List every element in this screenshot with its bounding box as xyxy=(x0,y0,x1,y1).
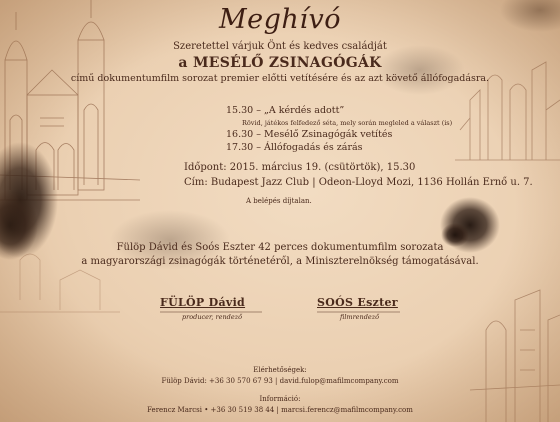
page-title: Meghívó xyxy=(219,4,341,35)
info-heading: Információ: xyxy=(259,395,301,403)
program-item-1: 15.30 – „A kérdés adott” xyxy=(226,105,345,116)
film-title: a MESÉLŐ ZSINAGÓGÁK xyxy=(178,55,382,71)
signature-name-1: FÜLÖP Dávid xyxy=(160,296,246,309)
program-item-2: 16.30 – Mesélő Zsinagógák vetítés xyxy=(226,129,393,140)
free-entry-note: A belépés díjtalan. xyxy=(246,197,312,205)
contact-heading: Elérhetőségek: xyxy=(253,366,307,374)
event-time: Időpont: 2015. március 19. (csütörtök), 15.30 xyxy=(184,162,416,173)
program-item-3: 17.30 – Állófogadás és zárás xyxy=(226,142,363,153)
signature-name-2: SOÓS Eszter xyxy=(317,296,398,309)
intro-text: Szeretettel várjuk Önt és kedves családját xyxy=(173,41,387,52)
about-line-1: Fülöp Dávid és Soós Eszter 42 perces dokumentumfilm sorozata xyxy=(116,242,444,253)
info-line: Ferencz Marcsi • +36 30 519 38 44 | marcsi.ferencz@mafilmcompany.com xyxy=(147,406,413,414)
signature-role-1: producer, rendező xyxy=(182,313,243,321)
about-line-2: a magyarországi zsinagógák történetéről, a Miniszterelnökség támogatásával. xyxy=(81,256,479,267)
event-place: Cím: Budapest Jazz Club | Odeon-Lloyd Mozi, 1136 Hollán Ernő u. 7. xyxy=(184,177,533,188)
program-item-1-note: Rövid, játékos felfedező séta, mely során megleled a választ (is) xyxy=(242,119,453,127)
film-description: című dokumentumfilm sorozat premier előtti vetítésére és az azt követő állófogadásra. xyxy=(70,73,490,84)
signature-role-2: filmrendező xyxy=(340,313,380,321)
contact-line: Fülöp Dávid: +36 30 570 67 93 | david.fulop@mafilmcompany.com xyxy=(161,377,399,385)
